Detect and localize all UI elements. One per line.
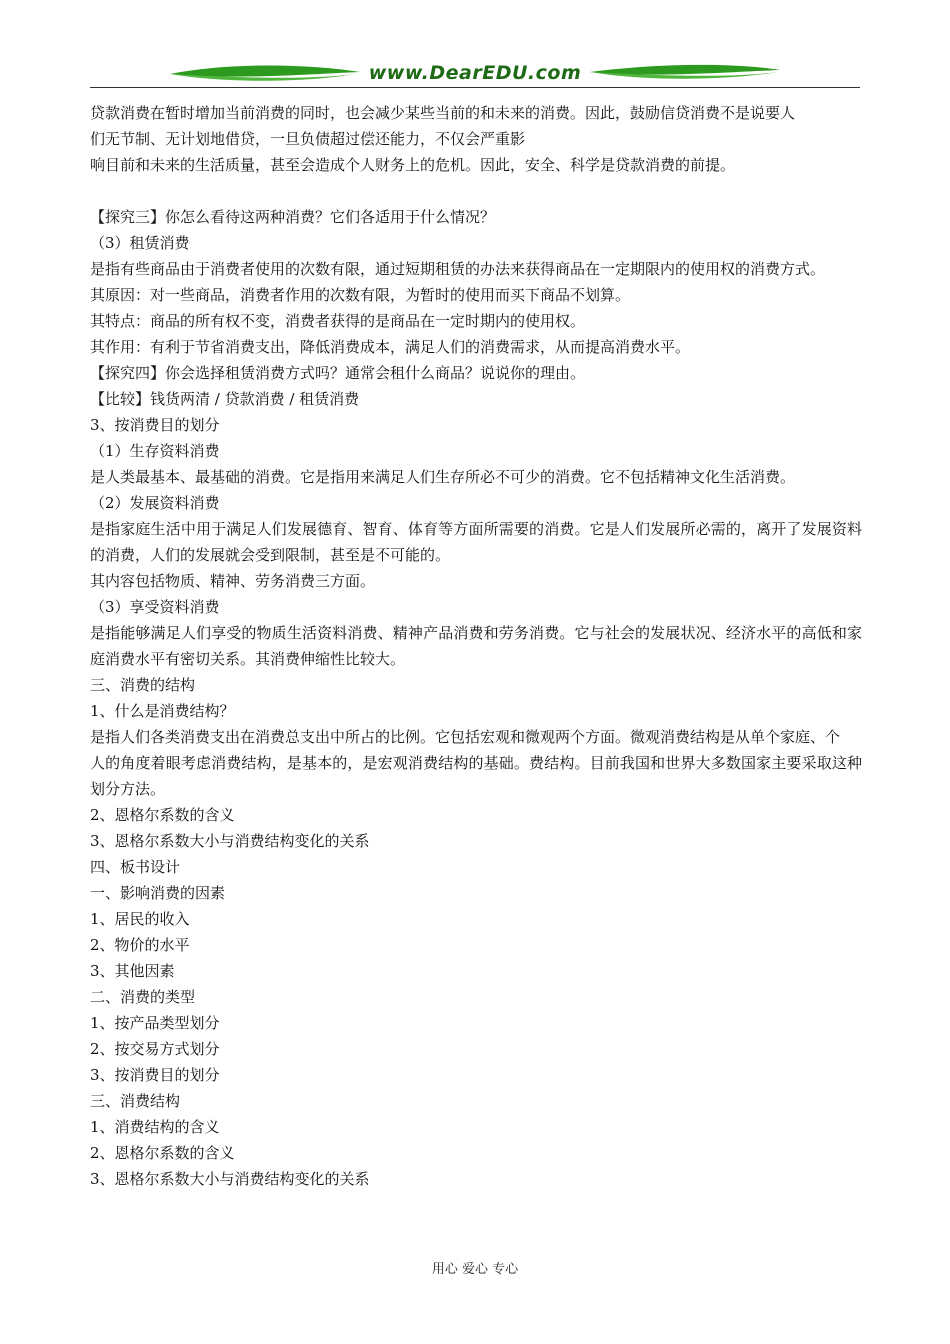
board-item: 1、居民的收入 (90, 910, 190, 928)
board-item: 3、按消费目的划分 (90, 1066, 220, 1084)
paragraph-line: 们无节制、无计划地借贷，一旦负债超过偿还能力，不仅会严重影 (90, 130, 526, 148)
rent-consumption-definition: 是指有些商品由于消费者使用的次数有限，通过短期租赁的办法来获得商品在一定期限内的使用权的消费方式。 (90, 260, 826, 278)
document-body (90, 100, 862, 1192)
rent-effect: 其作用：有利于节省消费支出，降低消费成本，满足人们的消费需求，从而提高消费水平。 (90, 338, 691, 356)
explore-three-heading: 【探究三】你怎么看待这两种消费？它们各适用于什么情况？ (90, 208, 496, 226)
board-item: 3、恩格尔系数大小与消费结构变化的关系 (90, 1170, 370, 1188)
explore-four-heading: 【探究四】你会选择租赁消费方式吗？通常会租什么商品？说说你的理由。 (90, 364, 586, 382)
board-item: 3、其他因素 (90, 962, 175, 980)
header-divider (90, 87, 860, 88)
board-item: 三、消费结构 (90, 1092, 181, 1110)
rent-consumption-title: （3）租赁消费 (90, 234, 190, 252)
board-item: 1、按产品类型划分 (90, 1014, 220, 1032)
structure-question: 1、什么是消费结构？ (90, 702, 235, 720)
survival-consumption-definition: 是人类最基本、最基础的消费。它是指用来满足人们生存所必不可少的消费。它不包括精神文化生活消费。 (90, 468, 796, 486)
engel-relation: 3、恩格尔系数大小与消费结构变化的关系 (90, 832, 370, 850)
section-four-heading: 四、板书设计 (90, 858, 181, 876)
site-logo-text: www.DearEDU.com (368, 62, 582, 84)
rent-reason: 其原因：对一些商品，消费者作用的次数有限，为暂时的使用而买下商品不划算。 (90, 286, 631, 304)
compare-line: 【比较】钱货两清 / 贷款消费 / 租赁消费 (90, 390, 360, 408)
enjoyment-consumption-definition: 是指能够满足人们享受的物质生活资料消费、精神产品消费和劳务消费。它与社会的发展状况、经济水平的高低和家庭消费水平有密切关系。其消费伸缩性比较大。 (90, 624, 862, 668)
engel-meaning: 2、恩格尔系数的含义 (90, 806, 235, 824)
survival-consumption-title: （1）生存资料消费 (90, 442, 220, 460)
development-consumption-title: （2）发展资料消费 (90, 494, 220, 512)
paragraph-line: 贷款消费在暂时增加当前消费的同时，也会减少某些当前的和未来的消费。因此，鼓励信贷消费不是说要人 (90, 104, 796, 122)
board-item: 1、消费结构的含义 (90, 1118, 220, 1136)
paragraph-line: 响目前和未来的生活质量，甚至会造成个人财务上的危机。因此，安全、科学是贷款消费的前提。 (90, 156, 736, 174)
enjoyment-consumption-title: （3）享受资料消费 (90, 598, 220, 616)
structure-definition: 是指人们各类消费支出在消费总支出中所占的比例。它包括宏观和微观两个方面。微观消费结构是从单个家庭、个 (90, 728, 841, 746)
board-item: 一、影响消费的因素 (90, 884, 226, 902)
board-item: 二、消费的类型 (90, 988, 196, 1006)
page-footer: 用心 爱心 专心 (431, 1262, 519, 1277)
section-three-heading: 三、消费的结构 (90, 676, 196, 694)
structure-definition-continued: 人的角度着眼考虑消费结构，是基本的，是宏观消费结构的基础。费结构。目前我国和世界大多数国家主要采取这种划分方法。 (90, 754, 862, 798)
board-item: 2、恩格尔系数的含义 (90, 1144, 235, 1162)
by-purpose-heading: 3、按消费目的划分 (90, 416, 220, 434)
blank-line (90, 178, 862, 204)
board-item: 2、物价的水平 (90, 936, 190, 954)
development-consumption-content: 其内容包括物质、精神、劳务消费三方面。 (90, 572, 376, 590)
board-item: 2、按交易方式划分 (90, 1040, 220, 1058)
development-consumption-definition: 是指家庭生活中用于满足人们发展德育、智育、体育等方面所需要的消费。它是人们发展所必需的，离开了发展资料的消费，人们的发展就会受到限制，甚至是不可能的。 (90, 520, 862, 564)
rent-feature: 其特点：商品的所有权不变，消费者获得的是商品在一定时期内的使用权。 (90, 312, 586, 330)
